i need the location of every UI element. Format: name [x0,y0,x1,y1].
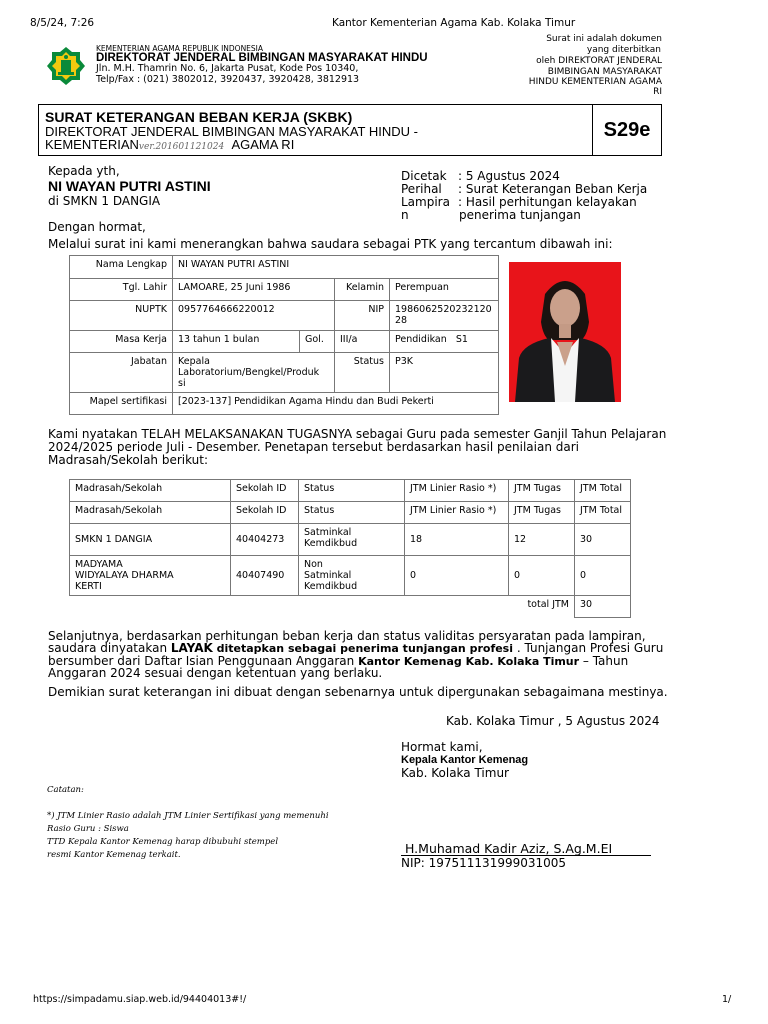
jabatan-value [173,353,335,393]
pendidikan-cell [390,331,499,353]
gol-label: Gol. [300,331,335,353]
col-header-sekolah-id: Sekolah ID [231,480,299,502]
hormat-kami: Hormat kami, [401,740,483,754]
table-row [70,556,631,596]
jabatan-label: Jabatan [70,353,173,393]
para2-l3c: – Tahun [579,654,629,668]
kemenag-logo [46,46,86,86]
para1-line2: 2024/2025 periode Juli - Desember. Penetapan tersebut berdasarkan hasil penilaian dari [48,440,579,454]
col-header-sekolah-id-2: Sekolah ID [231,502,299,524]
signer-office: Kab. Kolaka Timur [401,766,509,780]
print-datetime: 8/5/24, 7:26 [30,17,95,29]
school-name-1: MADYAMA [75,559,123,570]
print-url: https://simpadamu.siap.web.id/94404013#!/ [33,994,247,1005]
col-header-jtm-linier: JTM Linier Rasio *) [405,480,509,502]
school-status-2: Satminkal [304,570,352,581]
intro-text: Melalui surat ini kami menerangkan bahwa saudara sebagai PTK yang tercantum dibawah ini: [48,237,613,251]
col-header-jtm-total-2: JTM Total [575,502,631,524]
school-name-2: WIDYALAYA DHARMA [75,570,174,581]
skbk-subtitle-2a: KEMENTERIAN [45,137,139,152]
table-header-row [70,480,631,502]
school-status [299,524,405,556]
nip-value-1: 1986062520232120 [395,304,492,315]
para2-l3a: bersumber dari Daftar Isian Penggunaan Anggaran [48,654,359,668]
kepada-label: Kepada yth, [48,164,120,178]
layak-label: LAYAK [170,641,213,655]
school-id: 40407490 [231,556,299,596]
table-header-row-repeat [70,502,631,524]
jabatan-value-1: Kepala [178,356,210,367]
school-name: SMKN 1 DANGIA [70,524,231,556]
nama-value: NI WAYAN PUTRI ASTINI [173,256,499,279]
skbk-subtitle-2 [45,138,294,154]
school-status-1: Non [304,559,323,570]
school-status [299,556,405,596]
nama-label: Nama Lengkap [70,256,173,279]
document-note-l3: oleh DIREKTORAT JENDERAL [536,56,662,66]
document-note-l1: Surat ini adalah dokumen [546,34,662,44]
total-row [70,596,631,618]
para1-line1: Kami nyatakan TELAH MELAKSANAKAN TUGASNYA sebagai Guru pada semester Ganjil Tahun Pelajaran [48,427,667,441]
nip-label: NIP [335,301,390,331]
school-name-3: KERTI [75,581,102,592]
school-name [70,556,231,596]
lampiran-label-1: Lampira [401,195,450,209]
version-label: ver.201601121024 [138,142,225,152]
print-page-title: Kantor Kementerian Agama Kab. Kolaka Timur [332,17,576,29]
col-header-madrasah: Madrasah/Sekolah [70,480,231,502]
col-header-status-2: Status [299,502,405,524]
document-note-l2: yang diterbitkan [586,45,661,55]
document-note-l4: BIMBINGAN MASYARAKAT [547,67,662,77]
nuptk-value: 0957764666220012 [173,301,335,331]
status-label: Status [335,353,390,393]
directorate-name: DIREKTORAT JENDERAL BIMBINGAN MASYARAKAT HINDU [96,52,428,64]
lampiran-label-2: n [401,208,409,222]
lampiran-value-2: penerima tunjangan [459,208,581,222]
lampiran-value-1: : Hasil perhitungan kelayakan [458,195,637,209]
schools-table [69,479,631,618]
nip-value [390,301,499,331]
nuptk-label: NUPTK [70,301,173,331]
catatan-line1: *) JTM Linier Rasio adalah JTM Linier Sertifikasi yang memenuhi [47,811,329,821]
print-page-number: 1/ [722,994,732,1005]
nip-value-2: 28 [395,315,408,326]
jabatan-value-2: Laboratorium/Bengkel/Produk [178,367,320,378]
skbk-subtitle-1: DIREKTORAT JENDERAL BIMBINGAN MASYARAKAT HINDU - [45,124,418,139]
ttl-label: Tgl. Lahir [70,279,173,301]
para2-l2a: saudara dinyatakan [48,641,171,655]
catatan-line3: TTD Kepala Kantor Kemenag harap dibubuhi stempel [47,837,279,847]
school-id: 40404273 [231,524,299,556]
dicetak-value: : 5 Agustus 2024 [458,169,560,183]
ptk-photo [509,262,621,402]
ttl-value: LAMOARE, 25 Juni 1986 [173,279,335,301]
signer-nip: NIP: 197511131999031005 [401,856,567,870]
para2-l2c: ditetapkan sebagai penerima tunjangan profesi [212,642,514,655]
col-header-jtm-tugas-2: JTM Tugas [509,502,575,524]
col-header-madrasah-2: Madrasah/Sekolah [70,502,231,524]
jtm-tugas: 12 [509,524,575,556]
jtm-linier: 18 [405,524,509,556]
para2-l3b: Kantor Kemenag Kab. Kolaka Timur [358,655,580,668]
col-header-jtm-linier-2: JTM Linier Rasio *) [405,502,509,524]
table-row [70,524,631,556]
signer-position: Kepala Kantor Kemenag [401,754,529,766]
skbk-subtitle-2b: AGAMA RI [231,137,295,152]
jtm-total: 30 [575,524,631,556]
col-header-jtm-tugas: JTM Tugas [509,480,575,502]
address: Jln. M.H. Thamrin No. 6, Jakarta Pusat, Kode Pos 10340, [96,63,359,74]
skbk-title-box [38,104,662,156]
pendidikan-label: Pendidikan [395,334,447,345]
para3: Demikian surat keterangan ini dibuat dengan sebenarnya untuk dipergunakan sebagaimana mestinya. [48,685,668,699]
para1-line3: Madrasah/Sekolah berikut: [48,453,209,467]
pendidikan-value: S1 [455,334,468,345]
col-header-status: Status [299,480,405,502]
document-note-l5: HINDU KEMENTERIAN AGAMA [528,77,662,87]
mapel-value: [2023-137] Pendidikan Agama Hindu dan Budi Pekerti [173,393,499,415]
skbk-title: SURAT KETERANGAN BEBAN KERJA (SKBK) [45,109,353,125]
kelamin-value: Perempuan [390,279,499,301]
document-note-l6: RI [653,87,662,97]
recipient-name: NI WAYAN PUTRI ASTINI [48,178,211,194]
total-jtm-label: total JTM [70,596,575,618]
school-status-1: Satminkal [304,527,352,538]
para2-line4: Anggaran 2024 sesuai dengan ketentuan yang berlaku. [48,666,383,680]
jtm-linier: 0 [405,556,509,596]
jtm-total: 0 [575,556,631,596]
signer-name: H.Muhamad Kadir Aziz, S.Ag.M.EI [405,841,613,856]
catatan-title: Catatan: [47,785,84,795]
jtm-tugas: 0 [509,556,575,596]
skbk-code: S29e [592,105,661,155]
total-jtm-value: 30 [575,596,631,618]
perihal-value: : Surat Keterangan Beban Kerja [458,182,648,196]
ministry-name: KEMENTERIAN AGAMA REPUBLIK INDONESIA [96,44,264,53]
status-value: P3K [390,353,499,393]
place-date: Kab. Kolaka Timur , 5 Agustus 2024 [446,714,660,728]
gol-value: III/a [335,331,390,353]
mapel-label: Mapel sertifikasi [70,393,173,415]
perihal-label: Perihal [401,182,442,196]
dicetak-label: Dicetak [401,169,447,183]
catatan-line4: resmi Kantor Kemenag terkait. [47,850,181,860]
kelamin-label: Kelamin [335,279,390,301]
masa-kerja-label: Masa Kerja [70,331,173,353]
para2-l2d: . Tunjangan Profesi Guru [513,641,664,655]
para2-line1: Selanjutnya, berdasarkan perhitungan beban kerja dan status validitas persyaratan pada lampiran, [48,629,646,643]
phone: Telp/Fax : (021) 3802012, 3920437, 3920428, 3812913 [96,74,360,85]
greeting: Dengan hormat, [48,220,146,234]
jabatan-value-3: si [178,378,186,389]
catatan-line2: Rasio Guru : Siswa [47,824,129,834]
ptk-table [69,255,499,415]
school-status-2: Kemdikbud [304,538,358,549]
recipient-place: di SMKN 1 DANGIA [48,194,161,208]
school-status-3: Kemdikbud [304,581,358,592]
col-header-jtm-total: JTM Total [575,480,631,502]
masa-kerja-value: 13 tahun 1 bulan [173,331,300,353]
